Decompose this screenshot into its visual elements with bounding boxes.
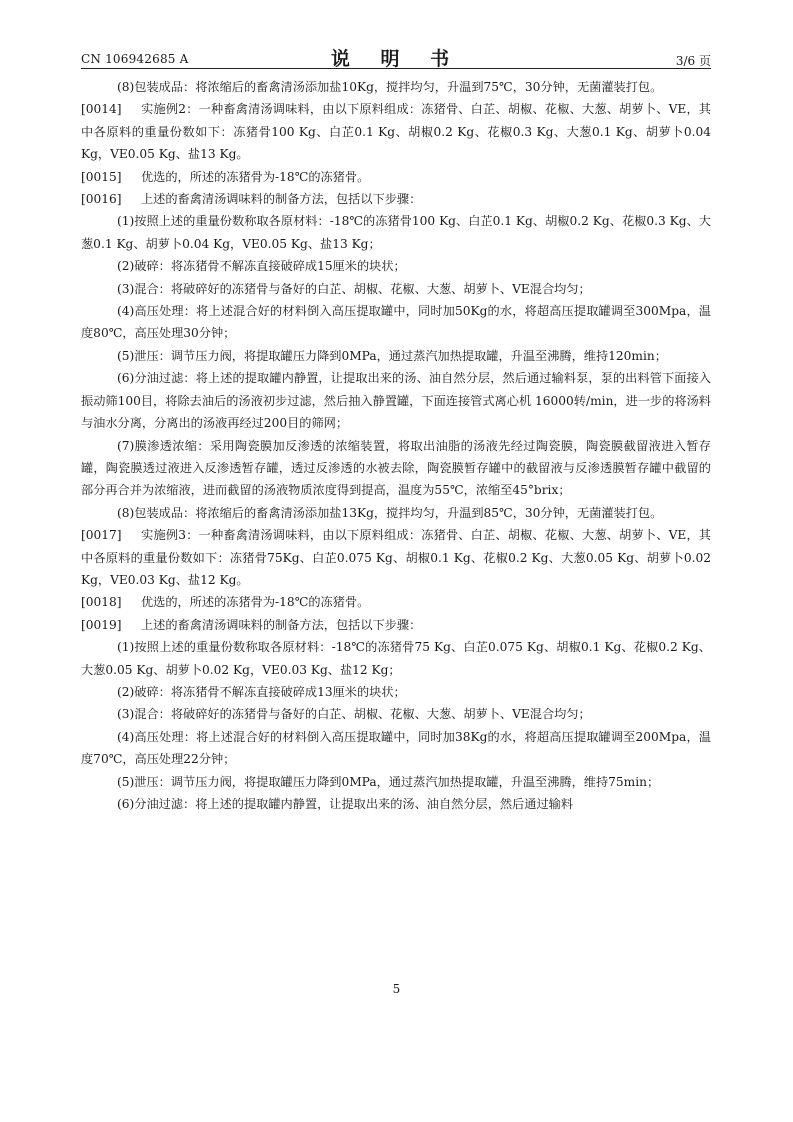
paragraph-text: 优选的，所述的冻猪骨为-18℃的冻猪骨。 bbox=[141, 595, 370, 610]
paragraph-text: (5)泄压：调节压力阀，将提取罐压力降到0MPa，通过蒸汽加热提取罐，升温至沸腾，维持75min； bbox=[117, 774, 660, 789]
paragraph bbox=[81, 726, 711, 771]
paragraph-number: [0017] bbox=[81, 528, 122, 543]
paragraph bbox=[81, 300, 711, 345]
page-header bbox=[81, 44, 711, 69]
paragraph-text: (2)破碎：将冻猪骨不解冻直接破碎成13厘米的块状； bbox=[117, 684, 406, 699]
document-body bbox=[81, 76, 711, 815]
paragraph-text: (7)膜渗透浓缩：采用陶瓷膜加反渗透的浓缩装置，将取出油脂的汤液先经过陶瓷膜，陶瓷膜截留液进入暂存罐，陶瓷膜透过液进入反渗透暂存罐，透过反渗透的水被去除，陶瓷膜暂存罐中的截留液与反渗透膜暂存罐中截留的部分再合并为浓缩液，进而截留的汤液物质浓度得到提高，温度为55℃，浓缩至45°brix； bbox=[81, 438, 711, 498]
paragraph bbox=[81, 681, 711, 703]
paragraph-number: [0018] bbox=[81, 595, 122, 610]
paragraph-text: (2)破碎：将冻猪骨不解冻直接破碎成15厘米的块状； bbox=[117, 259, 406, 274]
numbered-paragraph bbox=[81, 188, 711, 210]
paragraph-number: [0015] bbox=[81, 169, 122, 184]
paragraph bbox=[81, 345, 711, 367]
paragraph-text: (3)混合：将破碎好的冻猪骨与备好的白芷、胡椒、花椒、大葱、胡萝卜、VE混合均匀； bbox=[117, 281, 591, 296]
paragraph bbox=[81, 703, 711, 725]
paragraph-text: (5)泄压：调节压力阀，将提取罐压力降到0MPa，通过蒸汽加热提取罐，升温至沸腾，维持120min； bbox=[117, 348, 667, 363]
numbered-paragraph bbox=[81, 614, 711, 636]
paragraph bbox=[81, 210, 711, 255]
paragraph bbox=[81, 502, 711, 524]
publication-number: CN 106942685 A bbox=[81, 52, 189, 66]
paragraph-text: 实施例3：一种畜禽清汤调味料，由以下原料组成：冻猪骨、白芷、胡椒、花椒、大葱、胡萝卜、VE，其中各原料的重量份数如下：冻猪骨75Kg、白芷0.075 Kg、胡椒0.1 Kg、花椒0.2 Kg、大葱0.05 Kg、胡萝卜0.02 Kg，VE0.03 Kg、盐12 Kg。 bbox=[81, 528, 711, 587]
paragraph bbox=[81, 367, 711, 434]
paragraph-text: (1)按照上述的重量份数称取各原材料：-18℃的冻猪骨100 Kg、白芷0.1 Kg、胡椒0.2 Kg、花椒0.3 Kg、大葱0.1 Kg、胡萝卜0.04 Kg，VE0.05 Kg、盐13 Kg； bbox=[81, 214, 711, 251]
paragraph-text: 实施例2：一种畜禽清汤调味料，由以下原料组成：冻猪骨、白芷、胡椒、花椒、大葱、胡萝卜、VE，其中各原料的重量份数如下：冻猪骨100 Kg、白芷0.1 Kg、胡椒0.2 Kg、花椒0.3 Kg、大葱0.1 Kg、胡萝卜0.04 Kg，VE0.05 Kg、盐13 Kg。 bbox=[81, 102, 711, 162]
paragraph-text: 上述的畜禽清汤调味料的制备方法，包括以下步骤： bbox=[141, 617, 422, 632]
paragraph-number: [0014] bbox=[81, 102, 122, 117]
paragraph bbox=[81, 278, 711, 300]
paragraph-text: 上述的畜禽清汤调味料的制备方法，包括以下步骤： bbox=[141, 192, 422, 207]
paragraph-text: (4)高压处理：将上述混合好的材料倒入高压提取罐中，同时加50Kg的水，将超高压提取罐调至300Mpa，温度80℃，高压处理30分钟； bbox=[81, 304, 711, 341]
document-title: 说 明 书 bbox=[330, 48, 462, 70]
paragraph-text: (3)混合：将破碎好的冻猪骨与备好的白芷、胡椒、花椒、大葱、胡萝卜、VE混合均匀； bbox=[117, 707, 591, 722]
numbered-paragraph bbox=[81, 524, 711, 591]
paragraph-text: (1)按照上述的重量份数称取各原材料：-18℃的冻猪骨75 Kg、白芷0.075 Kg、胡椒0.1 Kg、花椒0.2 Kg、大葱0.05 Kg、胡萝卜0.02 Kg，VE0.03 Kg、盐12 Kg； bbox=[81, 640, 711, 677]
paragraph-text: (8)包装成品：将浓缩后的畜禽清汤添加盐10Kg，搅拌均匀，升温到75℃，30分钟，无菌灌装打包。 bbox=[117, 80, 663, 94]
paragraph-number: [0019] bbox=[81, 617, 122, 632]
paragraph bbox=[81, 435, 711, 502]
numbered-paragraph bbox=[81, 591, 711, 613]
paragraph-text: (6)分油过滤：将上述的提取罐内静置，让提取出来的汤、油自然分层，然后通过输料泵，泵的出料管下面接入振动筛100目，将除去油后的汤液初步过滤，然后抽入静置罐，下面连接管式离心机 16000转/min，进一步的将汤料与油水分离，分离出的汤液再经过200目的筛网； bbox=[81, 371, 711, 431]
page-count: 3/6 页 bbox=[675, 54, 711, 68]
paragraph-text: (4)高压处理：将上述混合好的材料倒入高压提取罐中，同时加38Kg的水，将超高压提取罐调至200Mpa，温度70℃，高压处理22分钟； bbox=[81, 729, 711, 767]
numbered-paragraph bbox=[81, 98, 711, 165]
paragraph bbox=[81, 255, 711, 277]
paragraph-text: 优选的，所述的冻猪骨为-18℃的冻猪骨。 bbox=[141, 169, 370, 184]
paragraph bbox=[81, 636, 711, 681]
paragraph-number: [0016] bbox=[81, 192, 122, 207]
paragraph bbox=[81, 793, 711, 815]
numbered-paragraph bbox=[81, 166, 711, 188]
paragraph-text: (8)包装成品：将浓缩后的畜禽清汤添加盐13Kg，搅拌均匀，升温到85℃，30分钟，无菌灌装打包。 bbox=[117, 505, 663, 520]
paragraph bbox=[81, 771, 711, 793]
page-number: 5 bbox=[392, 982, 401, 996]
paragraph-text: (6)分油过滤：将上述的提取罐内静置，让提取出来的汤、油自然分层，然后通过输料 bbox=[117, 797, 574, 811]
paragraph bbox=[81, 76, 711, 98]
